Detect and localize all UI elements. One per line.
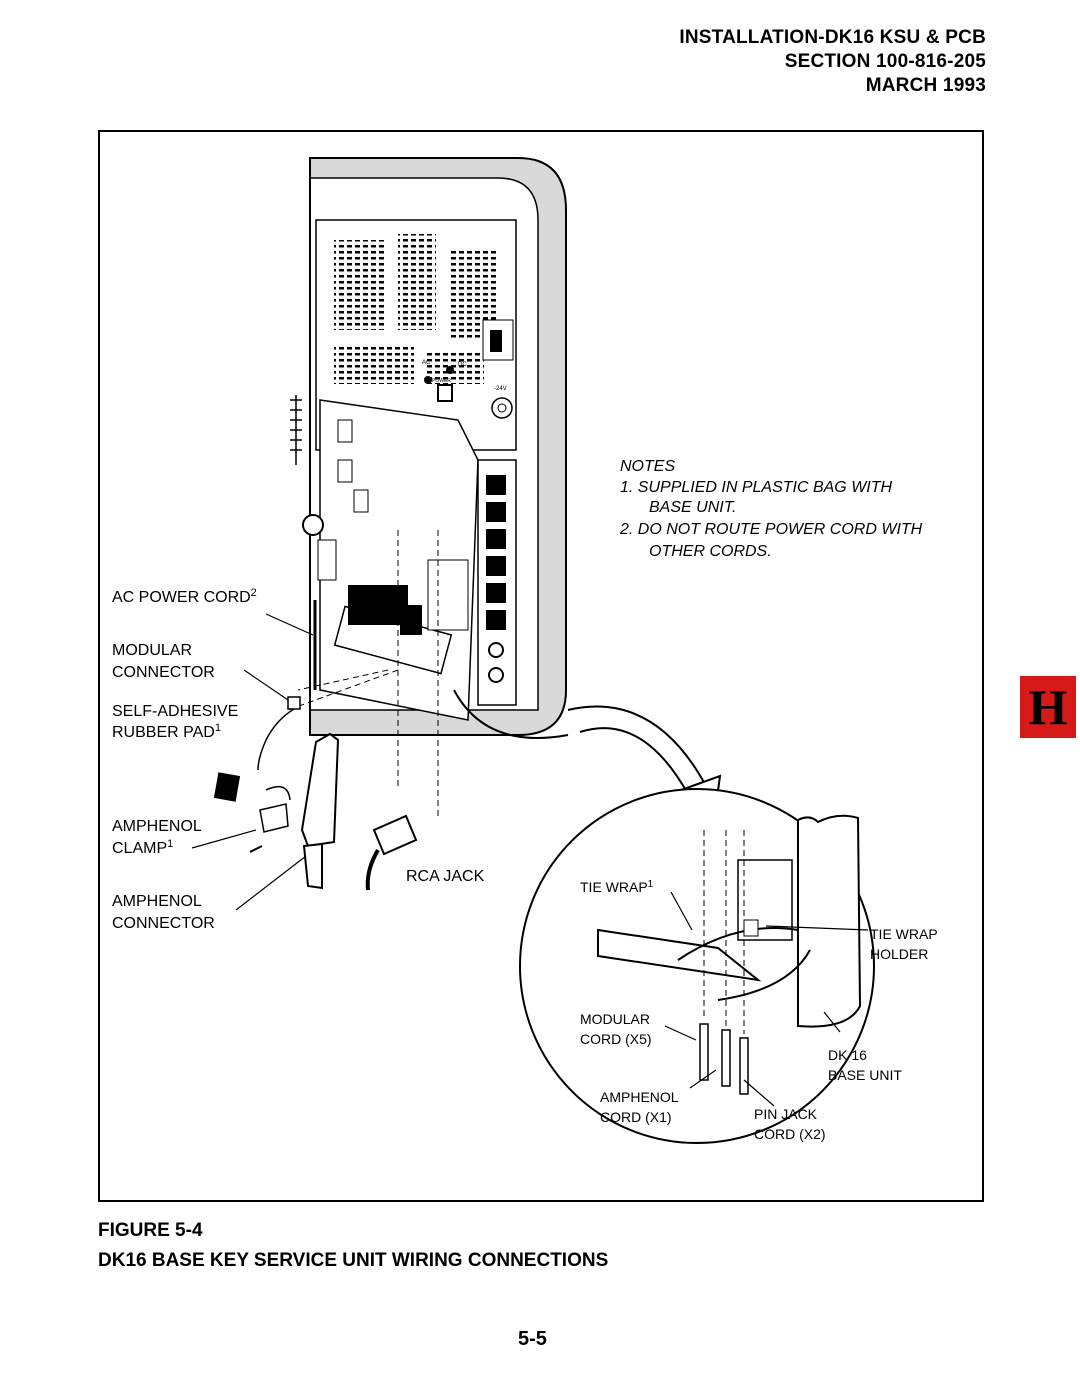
psu-power-mark: POWER xyxy=(432,378,451,384)
note-2-line-1: 2. DO NOT ROUTE POWER CORD WITH xyxy=(620,521,923,538)
label-amphenol-connector-2: CONNECTOR xyxy=(112,915,215,932)
label-rca-jack: RCA JACK xyxy=(406,868,485,885)
page-number: 5-5 xyxy=(518,1328,547,1350)
label-amphenol-cord-1: AMPHENOL xyxy=(600,1089,679,1105)
note-2-line-2: OTHER CORDS. xyxy=(649,543,772,560)
amphenol-clamp xyxy=(250,787,290,852)
rubber-pad xyxy=(214,772,240,801)
label-amphenol-connector-1: AMPHENOL xyxy=(112,893,202,910)
modular-connector xyxy=(258,697,300,770)
connector-strip xyxy=(478,460,516,705)
psu-voltage-mark: -24V xyxy=(494,386,507,392)
page-header xyxy=(679,26,986,98)
notes-title: NOTES xyxy=(620,458,676,475)
amphenol-connector xyxy=(302,734,338,888)
wiring-diagram xyxy=(98,130,984,1202)
label-amphenol-clamp-1: AMPHENOL xyxy=(112,818,202,835)
section-tab-letter: H xyxy=(1028,679,1068,735)
label-tie-wrap-holder-1: TIE WRAP xyxy=(870,926,938,942)
label-modular-cord-2: CORD (X5) xyxy=(580,1031,652,1047)
inset-detail xyxy=(520,789,874,1143)
notes-block xyxy=(619,458,923,560)
label-ac-power-cord: AC POWER CORD$^2$ xyxy=(112,587,257,606)
label-rubber-pad-1: SELF-ADHESIVE xyxy=(112,703,239,720)
label-pin-jack-1: PIN JACK xyxy=(754,1106,818,1122)
label-rubber-pad-2: RUBBER PAD$^1$ xyxy=(112,722,221,741)
label-modular-connector-2: CONNECTOR xyxy=(112,664,215,681)
note-1-line-1: 1. SUPPLIED IN PLASTIC BAG WITH xyxy=(620,479,893,496)
label-pin-jack-2: CORD (X2) xyxy=(754,1126,826,1142)
label-modular-cord-1: MODULAR xyxy=(580,1011,651,1027)
figure-title: DK16 BASE KEY SERVICE UNIT WIRING CONNECTIONS xyxy=(98,1250,609,1271)
figure-number: FIGURE 5-4 xyxy=(98,1220,203,1241)
label-tie-wrap: TIE WRAP$^1$ xyxy=(580,879,654,895)
label-tie-wrap-holder-2: HOLDER xyxy=(870,946,929,962)
label-dk16-base-2: BASE UNIT xyxy=(828,1067,902,1083)
psu-dc-mark: DC xyxy=(458,362,467,368)
psu-ac-mark: AC xyxy=(422,360,431,366)
label-modular-connector-1: MODULAR xyxy=(112,642,193,659)
label-amphenol-clamp-2: CLAMP$^1$ xyxy=(112,838,174,857)
header-date: MARCH 1993 xyxy=(865,75,986,96)
leader-lines xyxy=(192,614,313,910)
label-amphenol-cord-2: CORD (X1) xyxy=(600,1109,672,1125)
section-tab xyxy=(1020,676,1076,738)
label-dk16-base-1: DK 16 xyxy=(828,1047,867,1063)
header-document-title: INSTALLATION-DK16 KSU & PCB xyxy=(679,27,986,48)
header-section-number: SECTION 100-816-205 xyxy=(784,51,986,72)
main-circuit-board xyxy=(303,400,478,720)
note-1-line-2: BASE UNIT. xyxy=(649,499,737,516)
